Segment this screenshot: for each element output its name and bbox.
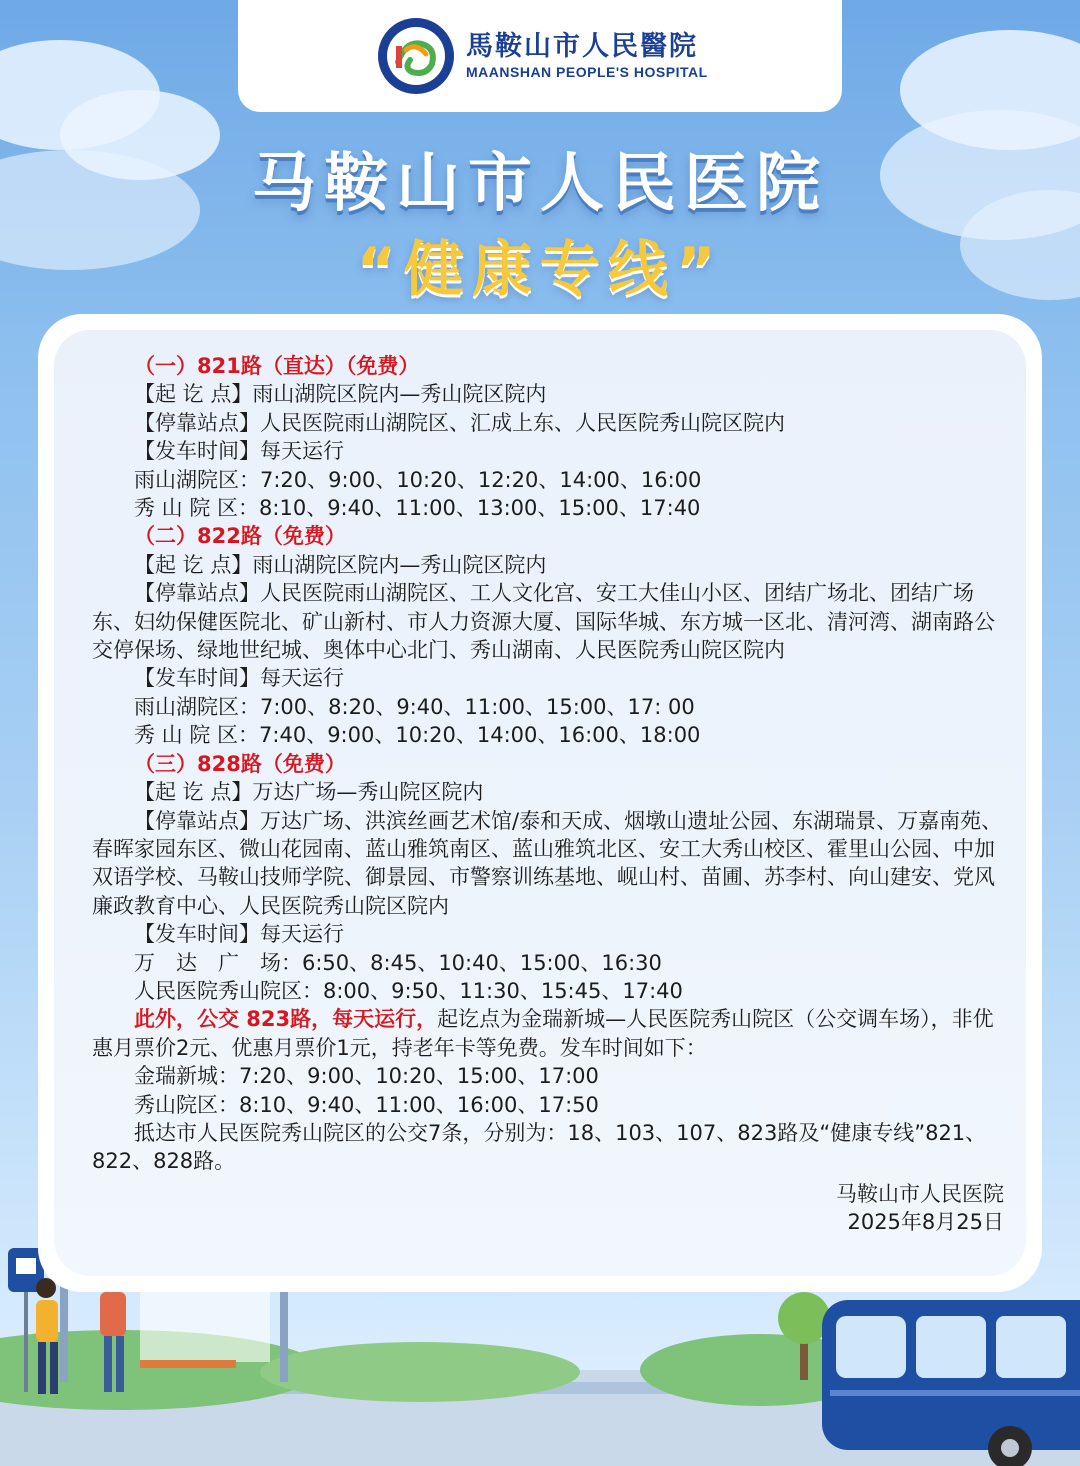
schedule-origin: 人民医院秀山院区： bbox=[134, 978, 323, 1003]
schedule-origin: 秀山院区： bbox=[134, 1092, 239, 1117]
page-subtitle: “健康专线” bbox=[356, 235, 724, 305]
route-823-highlight: 此外，公交 823路，每天运行， bbox=[134, 1007, 438, 1032]
hospital-logo-icon bbox=[376, 16, 456, 96]
endpoints-label: 【起 讫 点】 bbox=[134, 552, 253, 577]
schedule-row bbox=[92, 1091, 1008, 1119]
route-heading-821: （一）821路（直达）（免费） bbox=[134, 354, 420, 378]
schedule-origin: 金瑞新城： bbox=[134, 1064, 239, 1089]
route-823-text: 起讫点为金瑞新城—人民医院秀山院区（公交调车场），非优惠月票价2元、优惠月票价1元，持老年卡等免费。发车时间如下： bbox=[92, 1007, 994, 1060]
route-heading-822: （二）822路（免费） bbox=[134, 524, 346, 549]
route-828-stops bbox=[92, 807, 1008, 921]
schedule-row bbox=[92, 466, 1008, 494]
schedule-row bbox=[92, 977, 1008, 1005]
stops-value: 人民医院雨山湖院区、工人文化宫、安工大佳山小区、团结广场北、团结广场东、妇幼保健医院北、矿山新村、市人力资源大厦、国际华城、东方城一区北、清河湾、湖南路公交停保场、绿地世纪城、奥体中心北门、秀山湖南、人民医院秀山院区院内 bbox=[92, 581, 995, 663]
logo-english-name: MAANSHAN PEOPLE'S HOSPITAL bbox=[466, 64, 708, 80]
schedule-times: 8:00、9:50、11:30、15:45、17:40 bbox=[323, 978, 683, 1003]
time-label: 【发车时间】 bbox=[134, 439, 260, 464]
route-heading-828: （三）828路（免费） bbox=[134, 751, 346, 776]
schedule-times: 6:50、8:45、10:40、15:00、16:30 bbox=[302, 950, 662, 975]
route-821-time bbox=[92, 437, 1008, 465]
route-828-time bbox=[92, 920, 1008, 948]
schedule-row bbox=[92, 721, 1008, 749]
schedule-times: 7:40、9:00、10:20、14:00、16:00、18:00 bbox=[259, 723, 701, 748]
route-822-stops bbox=[92, 579, 1008, 664]
schedule-times: 7:20、9:00、10:20、12:20、14:00、16:00 bbox=[260, 467, 702, 492]
route-828-endpoints bbox=[92, 778, 1008, 806]
route-823-note bbox=[92, 1005, 1008, 1062]
schedule-origin: 雨山湖院区： bbox=[134, 467, 260, 492]
time-note: 每天运行 bbox=[260, 922, 344, 947]
schedule-times: 8:10、9:40、11:00、13:00、15:00、17:40 bbox=[259, 496, 701, 521]
endpoints-value: 万达广场—秀山院区院内 bbox=[252, 780, 484, 805]
stops-label: 【停靠站点】 bbox=[134, 808, 260, 833]
stops-value: 人民医院雨山湖院区、汇成上东、人民医院秀山院区院内 bbox=[260, 410, 785, 435]
schedule-row bbox=[92, 1062, 1008, 1090]
schedule-times: 7:20、9:00、10:20、15:00、17:00 bbox=[239, 1064, 599, 1089]
logo-header bbox=[238, 0, 842, 112]
schedule-origin: 万 达 广 场： bbox=[134, 950, 302, 975]
schedule-origin: 雨山湖院区： bbox=[134, 694, 260, 719]
endpoints-label: 【起 讫 点】 bbox=[134, 780, 253, 805]
logo-chinese-name: 馬鞍山市人民醫院 bbox=[466, 31, 698, 62]
schedule-times: 7:00、8:20、9:40、11:00、15:00、17: 00 bbox=[260, 694, 695, 719]
route-822-time bbox=[92, 664, 1008, 692]
page-title: 马鞍山市人民医院 bbox=[252, 147, 828, 221]
stops-value: 万达广场、洪滨丝画艺术馆/泰和天成、烟墩山遗址公园、东湖瑞景、万嘉南苑、春晖家园东区、微山花园南、蓝山雅筑南区、蓝山雅筑北区、安工大秀山校区、霍里山公园、中加双语学校、马鞍山技师学院、御景园、市警察训练基地、岘山村、苗圃、苏李村、向山建安、党风廉政教育中心、人民医院秀山院区院内 bbox=[92, 808, 1003, 918]
schedule-origin: 秀 山 院 区： bbox=[134, 496, 260, 521]
stops-label: 【停靠站点】 bbox=[134, 410, 260, 435]
schedule-row bbox=[92, 494, 1008, 522]
time-note: 每天运行 bbox=[260, 666, 344, 691]
schedule-times: 8:10、9:40、11:00、16:00、17:50 bbox=[239, 1092, 599, 1117]
signature-org: 马鞍山市人民医院 bbox=[836, 1181, 1004, 1206]
stops-label: 【停靠站点】 bbox=[134, 581, 260, 606]
bus-summary: 抵达市人民医院秀山院区的公交7条，分别为：18、103、107、823路及“健康专线”821、822、828路。 bbox=[92, 1120, 987, 1174]
bus-illustration bbox=[822, 1300, 1080, 1466]
time-label: 【发车时间】 bbox=[134, 922, 260, 947]
signature-date: 2025年8月25日 bbox=[847, 1210, 1004, 1235]
schedule-row bbox=[92, 693, 1008, 721]
route-822-endpoints bbox=[92, 551, 1008, 579]
endpoints-value: 雨山湖院区院内—秀山院区院内 bbox=[252, 552, 547, 577]
notice-content bbox=[92, 352, 1008, 1237]
endpoints-value: 雨山湖院区院内—秀山院区院内 bbox=[252, 382, 547, 407]
schedule-origin: 秀 山 院 区： bbox=[134, 723, 260, 748]
time-label: 【发车时间】 bbox=[134, 666, 260, 691]
endpoints-label: 【起 讫 点】 bbox=[134, 382, 253, 407]
schedule-row bbox=[92, 949, 1008, 977]
route-821-endpoints bbox=[92, 380, 1008, 408]
route-821-stops bbox=[92, 409, 1008, 437]
time-note: 每天运行 bbox=[260, 439, 344, 464]
